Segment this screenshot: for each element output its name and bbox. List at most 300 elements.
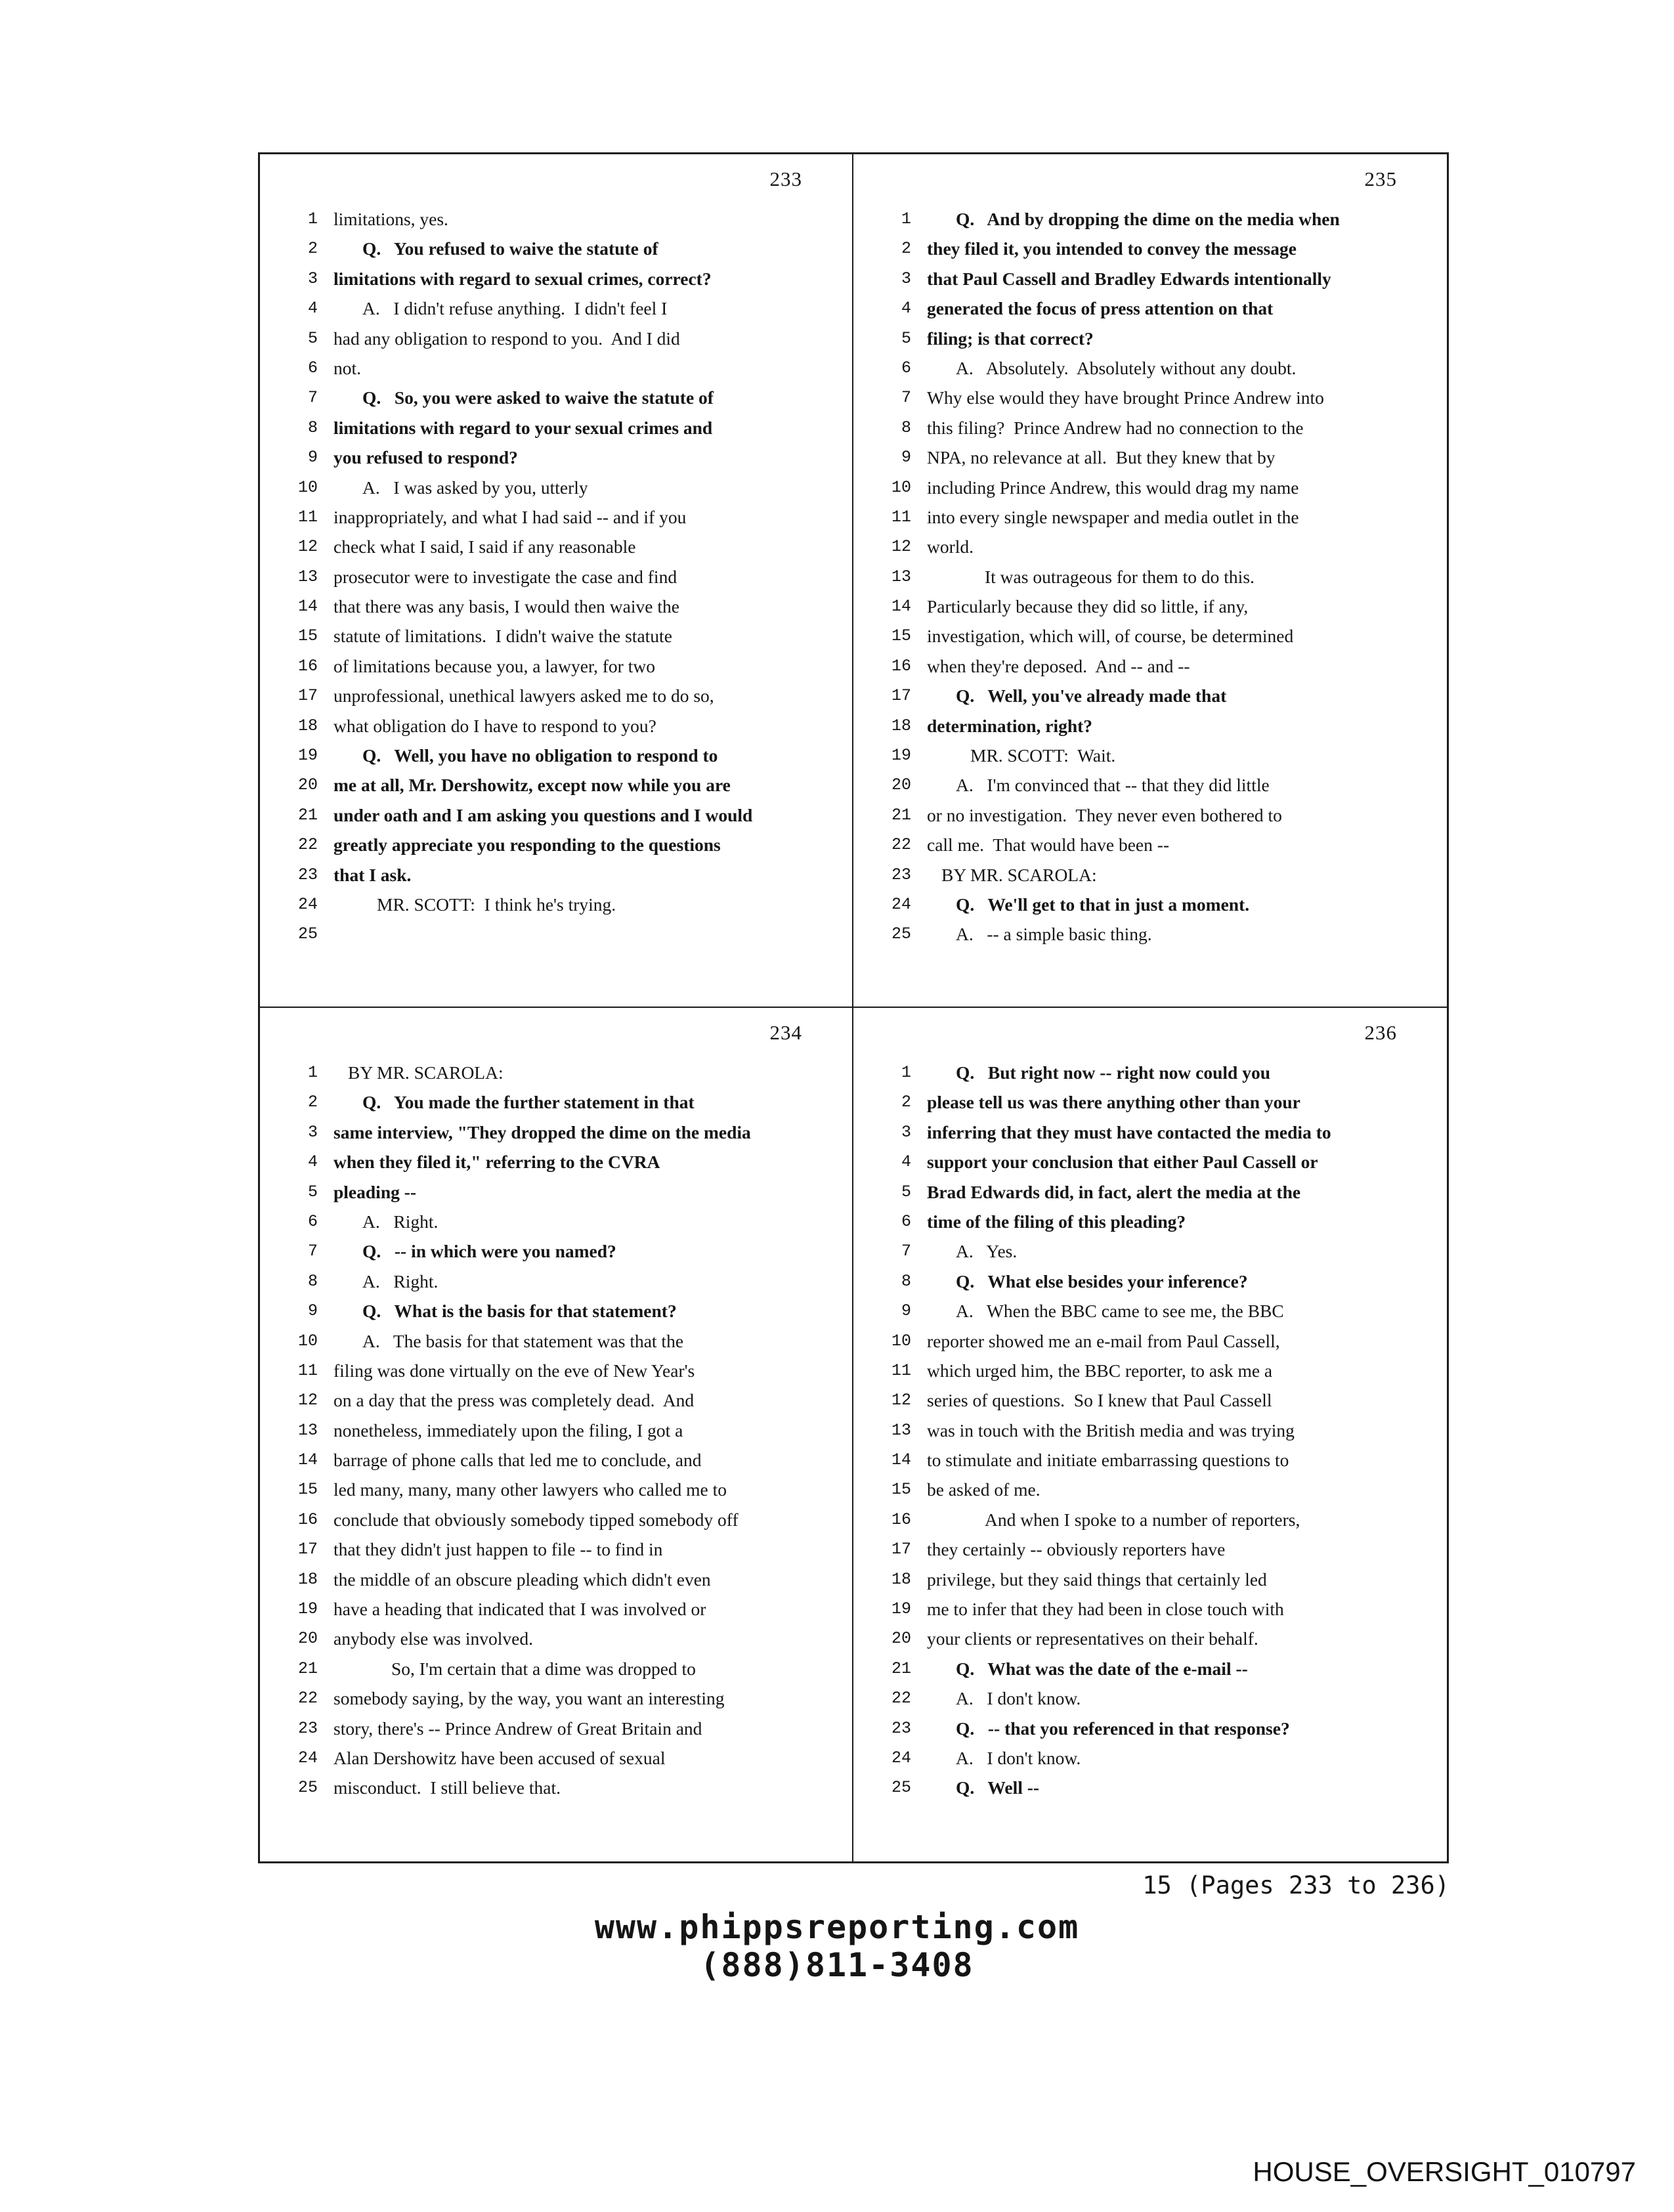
transcript-line bbox=[280, 1743, 843, 1773]
line-number: 16 bbox=[297, 1509, 318, 1529]
transcript-line bbox=[280, 1445, 843, 1475]
page-lines bbox=[280, 1058, 843, 1803]
transcript-line bbox=[280, 1416, 843, 1445]
line-number: 6 bbox=[307, 358, 318, 378]
line-number: 14 bbox=[297, 597, 318, 617]
line-number: 9 bbox=[901, 448, 911, 467]
transcript-line bbox=[280, 830, 843, 859]
transcript-line bbox=[280, 1624, 843, 1653]
transcript-line bbox=[873, 681, 1438, 710]
line-text: generated the focus of press attention on that bbox=[927, 298, 1274, 319]
line-text: A. Right. bbox=[362, 1270, 439, 1291]
transcript-line bbox=[280, 264, 843, 293]
line-text: Q. Well -- bbox=[956, 1777, 1040, 1798]
transcript-line bbox=[280, 1683, 843, 1713]
transcript-page-top-left bbox=[260, 154, 853, 1008]
transcript-line bbox=[873, 1624, 1438, 1653]
transcript-line bbox=[873, 770, 1438, 800]
line-text: when they're deposed. And -- and -- bbox=[927, 655, 1190, 676]
transcript-line bbox=[873, 1177, 1438, 1207]
transcript-line bbox=[873, 890, 1438, 919]
line-number: 9 bbox=[307, 1301, 318, 1321]
line-text: It was outrageous for them to do this. bbox=[985, 566, 1255, 587]
line-number: 20 bbox=[891, 1629, 911, 1649]
line-text: conclude that obviously somebody tipped somebody off bbox=[333, 1509, 739, 1530]
transcript-line bbox=[873, 234, 1438, 263]
line-text: Q. So, you were asked to waive the statute of bbox=[362, 387, 714, 408]
line-number: 8 bbox=[307, 1271, 318, 1291]
line-text: nonetheless, immediately upon the filing, I got a bbox=[333, 1420, 683, 1441]
line-text: filing; is that correct? bbox=[927, 328, 1094, 349]
transcript-line bbox=[280, 1236, 843, 1266]
line-text: me at all, Mr. Dershowitz, except now while you are bbox=[333, 775, 731, 796]
line-text: A. I didn't refuse anything. I didn't feel I bbox=[362, 298, 668, 319]
line-number: 8 bbox=[901, 1271, 911, 1291]
line-number: 20 bbox=[297, 1629, 318, 1649]
line-number: 21 bbox=[891, 1659, 911, 1678]
line-text: inferring that they must have contacted the media to bbox=[927, 1121, 1331, 1142]
line-number: 23 bbox=[891, 865, 911, 884]
line-number: 25 bbox=[297, 924, 318, 944]
line-text: the middle of an obscure pleading which didn't even bbox=[333, 1569, 711, 1590]
transcript-line bbox=[873, 830, 1438, 859]
transcript-line bbox=[280, 1654, 843, 1683]
transcript-line bbox=[280, 293, 843, 323]
transcript-line bbox=[873, 204, 1438, 234]
line-text: And when I spoke to a number of reporters, bbox=[985, 1509, 1300, 1530]
line-text: your clients or representatives on their behalf. bbox=[927, 1628, 1258, 1649]
transcript-line bbox=[280, 324, 843, 353]
line-number: 25 bbox=[891, 1778, 911, 1798]
page-lines bbox=[873, 204, 1438, 949]
page-number: 234 bbox=[769, 1021, 802, 1044]
line-number: 6 bbox=[307, 1211, 318, 1231]
page-number: 233 bbox=[769, 167, 802, 190]
line-number: 19 bbox=[297, 746, 318, 766]
transcript-line bbox=[280, 1534, 843, 1564]
transcript-page-top-right bbox=[853, 154, 1447, 1008]
line-text: greatly appreciate you responding to the questions bbox=[333, 835, 721, 856]
line-number: 3 bbox=[901, 1122, 911, 1142]
line-text: limitations with regard to sexual crimes, correct? bbox=[333, 268, 712, 289]
transcript-line bbox=[280, 681, 843, 710]
line-number: 18 bbox=[297, 1569, 318, 1589]
line-number: 19 bbox=[891, 1599, 911, 1619]
transcript-line bbox=[873, 1267, 1438, 1296]
transcript-line bbox=[873, 1475, 1438, 1504]
line-text: MR. SCOTT: Wait. bbox=[970, 745, 1116, 766]
line-number: 7 bbox=[307, 388, 318, 408]
line-number: 22 bbox=[297, 835, 318, 855]
transcript-line bbox=[873, 293, 1438, 323]
line-number: 20 bbox=[891, 775, 911, 795]
transcript-line bbox=[280, 1267, 843, 1296]
line-text: misconduct. I still believe that. bbox=[333, 1777, 561, 1798]
line-number: 10 bbox=[891, 1331, 911, 1351]
line-text: NPA, no relevance at all. But they knew that by bbox=[927, 447, 1276, 468]
line-text: check what I said, I said if any reasonable bbox=[333, 536, 636, 557]
line-text: inappropriately, and what I had said -- and if you bbox=[333, 506, 687, 527]
line-text: prosecutor were to investigate the case and find bbox=[333, 566, 677, 587]
transcript-line bbox=[873, 413, 1438, 443]
line-number: 18 bbox=[891, 716, 911, 735]
line-number: 14 bbox=[891, 1450, 911, 1470]
line-text: limitations, yes. bbox=[333, 209, 448, 229]
line-text: Brad Edwards did, in fact, alert the media at the bbox=[927, 1181, 1301, 1202]
transcript-line bbox=[873, 711, 1438, 741]
transcript-line bbox=[280, 502, 843, 532]
line-number: 24 bbox=[891, 894, 911, 914]
transcript-line bbox=[873, 443, 1438, 472]
line-text: have a heading that indicated that I was involved or bbox=[333, 1599, 706, 1620]
transcript-line bbox=[280, 1177, 843, 1207]
transcript-line bbox=[873, 1147, 1438, 1177]
transcript-line bbox=[280, 1505, 843, 1534]
transcript-line bbox=[873, 1236, 1438, 1266]
line-text: Q. What is the basis for that statement? bbox=[362, 1301, 677, 1322]
line-text: call me. That would have been -- bbox=[927, 835, 1170, 856]
line-text: A. Right. bbox=[362, 1211, 439, 1232]
line-number: 23 bbox=[297, 1718, 318, 1738]
transcript-line bbox=[280, 919, 843, 949]
line-text: statute of limitations. I didn't waive the statute bbox=[333, 626, 672, 647]
transcript-line bbox=[873, 1326, 1438, 1356]
transcript-line bbox=[873, 1416, 1438, 1445]
line-text: into every single newspaper and media outlet in the bbox=[927, 506, 1299, 527]
line-number: 23 bbox=[891, 1718, 911, 1738]
line-number: 5 bbox=[901, 328, 911, 348]
line-number: 17 bbox=[297, 1540, 318, 1559]
line-text: barrage of phone calls that led me to conclude, and bbox=[333, 1450, 702, 1471]
line-number: 11 bbox=[891, 1360, 911, 1380]
line-number: 15 bbox=[891, 626, 911, 646]
transcript-line bbox=[873, 1594, 1438, 1624]
line-number: 17 bbox=[891, 686, 911, 706]
line-text: Q. -- in which were you named? bbox=[362, 1241, 616, 1262]
transcript-line bbox=[280, 1356, 843, 1385]
line-number: 2 bbox=[901, 1093, 911, 1112]
line-number: 5 bbox=[901, 1182, 911, 1202]
line-number: 15 bbox=[297, 626, 318, 646]
line-text: Q. You refused to waive the statute of bbox=[362, 238, 658, 259]
line-text: that they didn't just happen to file -- to find in bbox=[333, 1539, 663, 1560]
transcript-line bbox=[873, 1087, 1438, 1117]
line-text: BY MR. SCAROLA: bbox=[348, 1062, 504, 1083]
line-text: filing was done virtually on the eve of New Year's bbox=[333, 1360, 695, 1381]
line-text: you refused to respond? bbox=[333, 447, 518, 468]
transcript-page-bottom-left bbox=[260, 1008, 853, 1861]
transcript-line bbox=[873, 1058, 1438, 1087]
line-text: that Paul Cassell and Bradley Edwards intentionally bbox=[927, 268, 1331, 289]
transcript-line bbox=[873, 1565, 1438, 1594]
transcript-line bbox=[873, 473, 1438, 502]
line-number: 11 bbox=[891, 507, 911, 527]
transcript-line bbox=[873, 919, 1438, 949]
line-text: Alan Dershowitz have been accused of sexual bbox=[333, 1747, 666, 1768]
line-text: of limitations because you, a lawyer, for two bbox=[333, 655, 655, 676]
line-text: reporter showed me an e-mail from Paul Cassell, bbox=[927, 1330, 1280, 1351]
line-number: 9 bbox=[901, 1301, 911, 1321]
transcript-line bbox=[873, 800, 1438, 830]
transcript-line bbox=[873, 1445, 1438, 1475]
line-number: 10 bbox=[297, 477, 318, 497]
line-number: 20 bbox=[297, 775, 318, 795]
line-text: under oath and I am asking you questions and I would bbox=[333, 804, 753, 825]
line-number: 7 bbox=[901, 388, 911, 408]
line-number: 7 bbox=[901, 1242, 911, 1261]
line-number: 6 bbox=[901, 1211, 911, 1231]
line-text: MR. SCOTT: I think he's trying. bbox=[377, 894, 616, 915]
line-text: Q. Well, you have no obligation to respond to bbox=[362, 745, 718, 766]
line-text: A. I don't know. bbox=[956, 1747, 1081, 1768]
transcript-line bbox=[873, 562, 1438, 592]
transcript-line bbox=[280, 1594, 843, 1624]
line-text: investigation, which will, of course, be determined bbox=[927, 626, 1294, 647]
transcript-line bbox=[280, 413, 843, 443]
line-number: 1 bbox=[307, 209, 318, 228]
transcript-line bbox=[873, 532, 1438, 561]
line-text: led many, many, many other lawyers who called me to bbox=[333, 1479, 727, 1500]
line-text: BY MR. SCAROLA: bbox=[941, 864, 1097, 885]
line-text: A. Yes. bbox=[956, 1241, 1018, 1262]
transcript-line bbox=[873, 1534, 1438, 1564]
reporting-phone: (888)811-3408 bbox=[700, 1946, 974, 1984]
line-number: 21 bbox=[297, 1659, 318, 1678]
line-number: 3 bbox=[307, 269, 318, 288]
line-text: this filing? Prince Andrew had no connection to the bbox=[927, 417, 1304, 438]
line-number: 1 bbox=[307, 1063, 318, 1082]
transcript-line bbox=[280, 621, 843, 651]
transcript-line bbox=[280, 890, 843, 919]
line-text: So, I'm certain that a dime was dropped to bbox=[391, 1658, 696, 1679]
line-text: A. I don't know. bbox=[956, 1688, 1081, 1709]
line-text: A. Absolutely. Absolutely without any doubt. bbox=[956, 357, 1297, 378]
line-number: 10 bbox=[297, 1331, 318, 1351]
transcript-line bbox=[280, 383, 843, 412]
transcript-line bbox=[873, 383, 1438, 412]
transcript-line bbox=[873, 353, 1438, 383]
page-number: 236 bbox=[1364, 1021, 1397, 1044]
transcript-line bbox=[280, 741, 843, 770]
line-number: 2 bbox=[307, 239, 318, 259]
line-text: unprofessional, unethical lawyers asked me to do so, bbox=[333, 685, 714, 706]
transcript-line bbox=[873, 1505, 1438, 1534]
transcript-line bbox=[280, 1117, 843, 1147]
line-number: 2 bbox=[901, 239, 911, 259]
line-number: 12 bbox=[891, 537, 911, 557]
line-text: what obligation do I have to respond to you? bbox=[333, 715, 656, 736]
transcript-line bbox=[280, 1058, 843, 1087]
transcript-line bbox=[873, 1207, 1438, 1236]
transcript-line bbox=[280, 443, 843, 472]
line-text: that there was any basis, I would then waive the bbox=[333, 596, 679, 617]
line-text: limitations with regard to your sexual crimes and bbox=[333, 417, 713, 438]
line-number: 9 bbox=[307, 448, 318, 467]
line-number: 12 bbox=[891, 1391, 911, 1410]
line-number: 11 bbox=[297, 1360, 318, 1380]
line-text: anybody else was involved. bbox=[333, 1628, 533, 1649]
transcript-line bbox=[280, 1087, 843, 1117]
line-text: Particularly because they did so little, if any, bbox=[927, 596, 1249, 617]
transcript-line bbox=[280, 1714, 843, 1743]
line-number: 22 bbox=[297, 1689, 318, 1708]
line-text: world. bbox=[927, 536, 974, 557]
line-text: determination, right? bbox=[927, 715, 1093, 736]
transcript-line bbox=[873, 860, 1438, 890]
line-number: 16 bbox=[891, 1509, 911, 1529]
line-text: same interview, "They dropped the dime on the media bbox=[333, 1121, 751, 1142]
line-text: somebody saying, by the way, you want an interesting bbox=[333, 1688, 725, 1709]
transcript-line bbox=[280, 473, 843, 502]
line-number: 11 bbox=[297, 507, 318, 527]
line-number: 24 bbox=[297, 894, 318, 914]
line-number: 23 bbox=[297, 865, 318, 884]
line-text: Q. You made the further statement in that bbox=[362, 1092, 695, 1113]
line-number: 18 bbox=[891, 1569, 911, 1589]
transcript-line bbox=[873, 1714, 1438, 1743]
line-number: 8 bbox=[307, 418, 318, 437]
line-text: to stimulate and initiate embarrassing questions to bbox=[927, 1450, 1289, 1471]
line-number: 25 bbox=[297, 1778, 318, 1798]
line-number: 21 bbox=[297, 805, 318, 825]
line-number: 13 bbox=[891, 1420, 911, 1440]
page-lines bbox=[873, 1058, 1438, 1803]
line-number: 2 bbox=[307, 1093, 318, 1112]
transcript-line bbox=[873, 1654, 1438, 1683]
line-text: that I ask. bbox=[333, 864, 412, 885]
bates-stamp: HOUSE_OVERSIGHT_010797 bbox=[1253, 2156, 1636, 2187]
line-number: 17 bbox=[297, 686, 318, 706]
line-text: privilege, but they said things that certainly led bbox=[927, 1569, 1267, 1590]
transcript-line bbox=[280, 1773, 843, 1802]
transcript-line bbox=[280, 592, 843, 621]
page-range-label: 15 (Pages 233 to 236) bbox=[1142, 1871, 1449, 1899]
line-number: 14 bbox=[891, 597, 911, 617]
line-number: 12 bbox=[297, 1391, 318, 1410]
transcript-line bbox=[280, 1475, 843, 1504]
line-text: not. bbox=[333, 357, 362, 378]
line-number: 4 bbox=[307, 299, 318, 318]
transcript-line bbox=[873, 502, 1438, 532]
line-text: they filed it, you intended to convey the message bbox=[927, 238, 1297, 259]
transcript-line bbox=[280, 1565, 843, 1594]
line-number: 7 bbox=[307, 1242, 318, 1261]
transcript-line bbox=[280, 860, 843, 890]
line-number: 16 bbox=[891, 656, 911, 676]
line-text: Why else would they have brought Prince Andrew into bbox=[927, 387, 1324, 408]
line-text: please tell us was there anything other than your bbox=[927, 1092, 1300, 1113]
page-number: 235 bbox=[1364, 167, 1397, 190]
line-text: me to infer that they had been in close touch with bbox=[927, 1599, 1284, 1620]
line-number: 19 bbox=[297, 1599, 318, 1619]
transcript-line bbox=[873, 1773, 1438, 1802]
transcript-line bbox=[280, 353, 843, 383]
transcript-sheet bbox=[258, 152, 1449, 1863]
transcript-line bbox=[873, 264, 1438, 293]
transcript-line bbox=[280, 234, 843, 263]
line-number: 15 bbox=[297, 1480, 318, 1500]
transcript-line bbox=[280, 711, 843, 741]
transcript-line bbox=[280, 770, 843, 800]
transcript-line bbox=[280, 1296, 843, 1326]
line-number: 1 bbox=[901, 209, 911, 228]
line-number: 16 bbox=[297, 656, 318, 676]
transcript-line bbox=[280, 1147, 843, 1177]
transcript-line bbox=[873, 1683, 1438, 1713]
transcript-line bbox=[873, 621, 1438, 651]
line-number: 1 bbox=[901, 1063, 911, 1082]
transcript-line bbox=[280, 1385, 843, 1415]
line-text: A. I'm convinced that -- that they did little bbox=[956, 775, 1270, 796]
transcript-line bbox=[873, 592, 1438, 621]
line-number: 24 bbox=[891, 1748, 911, 1767]
line-text: they certainly -- obviously reporters have bbox=[927, 1539, 1226, 1560]
line-text: A. The basis for that statement was that the bbox=[362, 1330, 684, 1351]
line-text: Q. But right now -- right now could you bbox=[956, 1062, 1271, 1083]
line-number: 15 bbox=[891, 1480, 911, 1500]
line-number: 18 bbox=[297, 716, 318, 735]
line-text: A. I was asked by you, utterly bbox=[362, 477, 588, 498]
line-number: 13 bbox=[891, 567, 911, 586]
line-text: Q. Well, you've already made that bbox=[956, 685, 1227, 706]
transcript-line bbox=[280, 651, 843, 681]
line-number: 4 bbox=[901, 1152, 911, 1172]
transcript-line bbox=[873, 741, 1438, 770]
transcript-line bbox=[280, 532, 843, 561]
page-lines bbox=[280, 204, 843, 949]
line-text: Q. And by dropping the dime on the media when bbox=[956, 209, 1340, 229]
transcript-line bbox=[873, 1296, 1438, 1326]
line-number: 22 bbox=[891, 835, 911, 855]
line-number: 22 bbox=[891, 1689, 911, 1708]
line-number: 4 bbox=[901, 299, 911, 318]
transcript-page-bottom-right bbox=[853, 1008, 1447, 1861]
line-text: had any obligation to respond to you. And I did bbox=[333, 328, 680, 349]
line-number: 3 bbox=[307, 1122, 318, 1142]
transcript-line bbox=[280, 1207, 843, 1236]
line-number: 10 bbox=[891, 477, 911, 497]
line-text: Q. What else besides your inference? bbox=[956, 1270, 1248, 1291]
line-text: when they filed it," referring to the CVRA bbox=[333, 1152, 660, 1173]
line-text: Q. -- that you referenced in that response? bbox=[956, 1718, 1290, 1739]
transcript-line bbox=[873, 651, 1438, 681]
line-text: A. When the BBC came to see me, the BBC bbox=[956, 1301, 1284, 1322]
line-number: 4 bbox=[307, 1152, 318, 1172]
line-number: 17 bbox=[891, 1540, 911, 1559]
transcript-line bbox=[280, 562, 843, 592]
line-text: story, there's -- Prince Andrew of Great Britain and bbox=[333, 1718, 702, 1739]
line-text: be asked of me. bbox=[927, 1479, 1041, 1500]
line-text: series of questions. So I knew that Paul Cassell bbox=[927, 1390, 1272, 1411]
line-text: A. -- a simple basic thing. bbox=[956, 924, 1152, 945]
line-number: 25 bbox=[891, 924, 911, 944]
line-text: including Prince Andrew, this would drag my name bbox=[927, 477, 1299, 498]
line-number: 24 bbox=[297, 1748, 318, 1767]
line-text: Q. What was the date of the e-mail -- bbox=[956, 1658, 1248, 1679]
line-text: Q. We'll get to that in just a moment. bbox=[956, 894, 1250, 915]
line-text: was in touch with the British media and was trying bbox=[927, 1420, 1295, 1441]
line-text: time of the filing of this pleading? bbox=[927, 1211, 1186, 1232]
line-text: support your conclusion that either Paul Cassell or bbox=[927, 1152, 1318, 1173]
transcript-line bbox=[873, 1117, 1438, 1147]
line-number: 13 bbox=[297, 1420, 318, 1440]
transcript-line bbox=[280, 1326, 843, 1356]
line-number: 19 bbox=[891, 746, 911, 766]
line-number: 12 bbox=[297, 537, 318, 557]
line-number: 3 bbox=[901, 269, 911, 288]
transcript-line bbox=[873, 1743, 1438, 1773]
line-number: 13 bbox=[297, 567, 318, 586]
